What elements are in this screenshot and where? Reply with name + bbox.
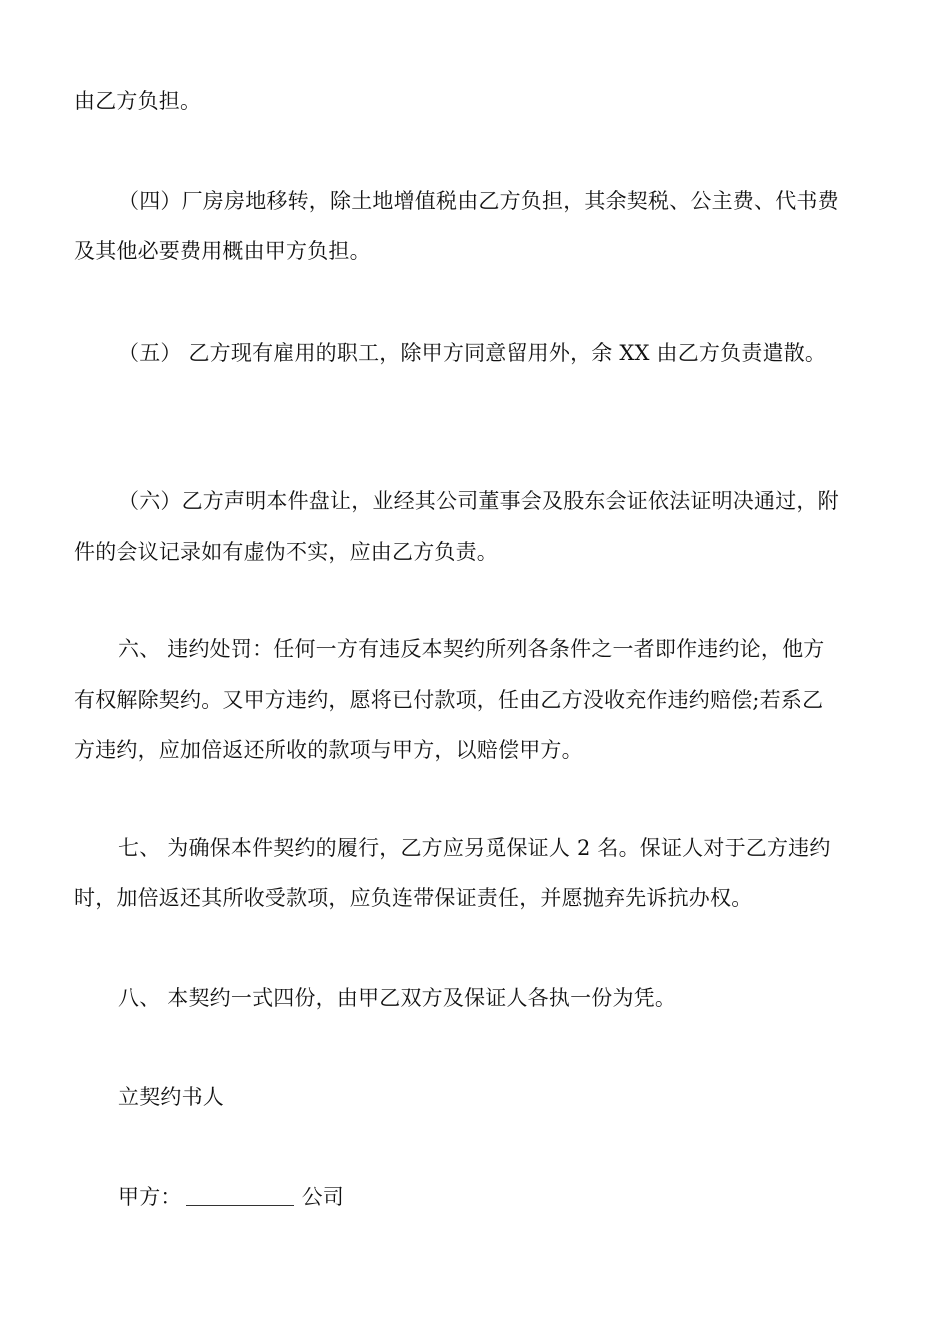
clause-6-line-1: （六）乙方声明本件盘让，业经其公司董事会及股东会证依法证明决通过，附: [118, 489, 839, 513]
text-line: 由乙方负担。: [74, 89, 202, 113]
party-a-label: 甲方：: [118, 1185, 182, 1209]
clause-4-line-1: （四）厂房房地移转，除土地增值税由乙方负担，其余契税、公主费、代书费: [118, 189, 839, 213]
article-6-line-1: 六、 违约处罚：任何一方有违反本契约所列各条件之一者即作违约论，他方: [118, 637, 825, 661]
party-a-blank-field[interactable]: [186, 1187, 294, 1206]
signatories-heading: 立契约书人: [118, 1085, 224, 1109]
clause-5-line-1: （五） 乙方现有雇用的职工，除甲方同意留用外，余 XX 由乙方负责遣散。: [118, 341, 827, 365]
article-6-line-2: 有权解除契约。又甲方违约，愿将已付款项，任由乙方没收充作违约赔偿;若系乙: [74, 688, 824, 712]
article-8-line-1: 八、 本契约一式四份，由甲乙双方及保证人各执一份为凭。: [118, 986, 677, 1010]
article-7-line-1: 七、 为确保本件契约的履行，乙方应另觅保证人 2 名。保证人对于乙方违约: [118, 836, 831, 860]
clause-6-line-2: 件的会议记录如有虚伪不实，应由乙方负责。: [74, 540, 498, 564]
article-7-line-2: 时，加倍返还其所收受款项，应负连带保证责任，并愿抛弃先诉抗办权。: [74, 886, 753, 910]
party-a-signature-line: [118, 1185, 922, 1209]
party-a-suffix: 公司: [301, 1185, 345, 1209]
clause-4-line-2: 及其他必要费用概由甲方负担。: [74, 239, 371, 263]
article-6-line-3: 方违约，应加倍返还所收的款项与甲方，以赔偿甲方。: [74, 738, 583, 762]
